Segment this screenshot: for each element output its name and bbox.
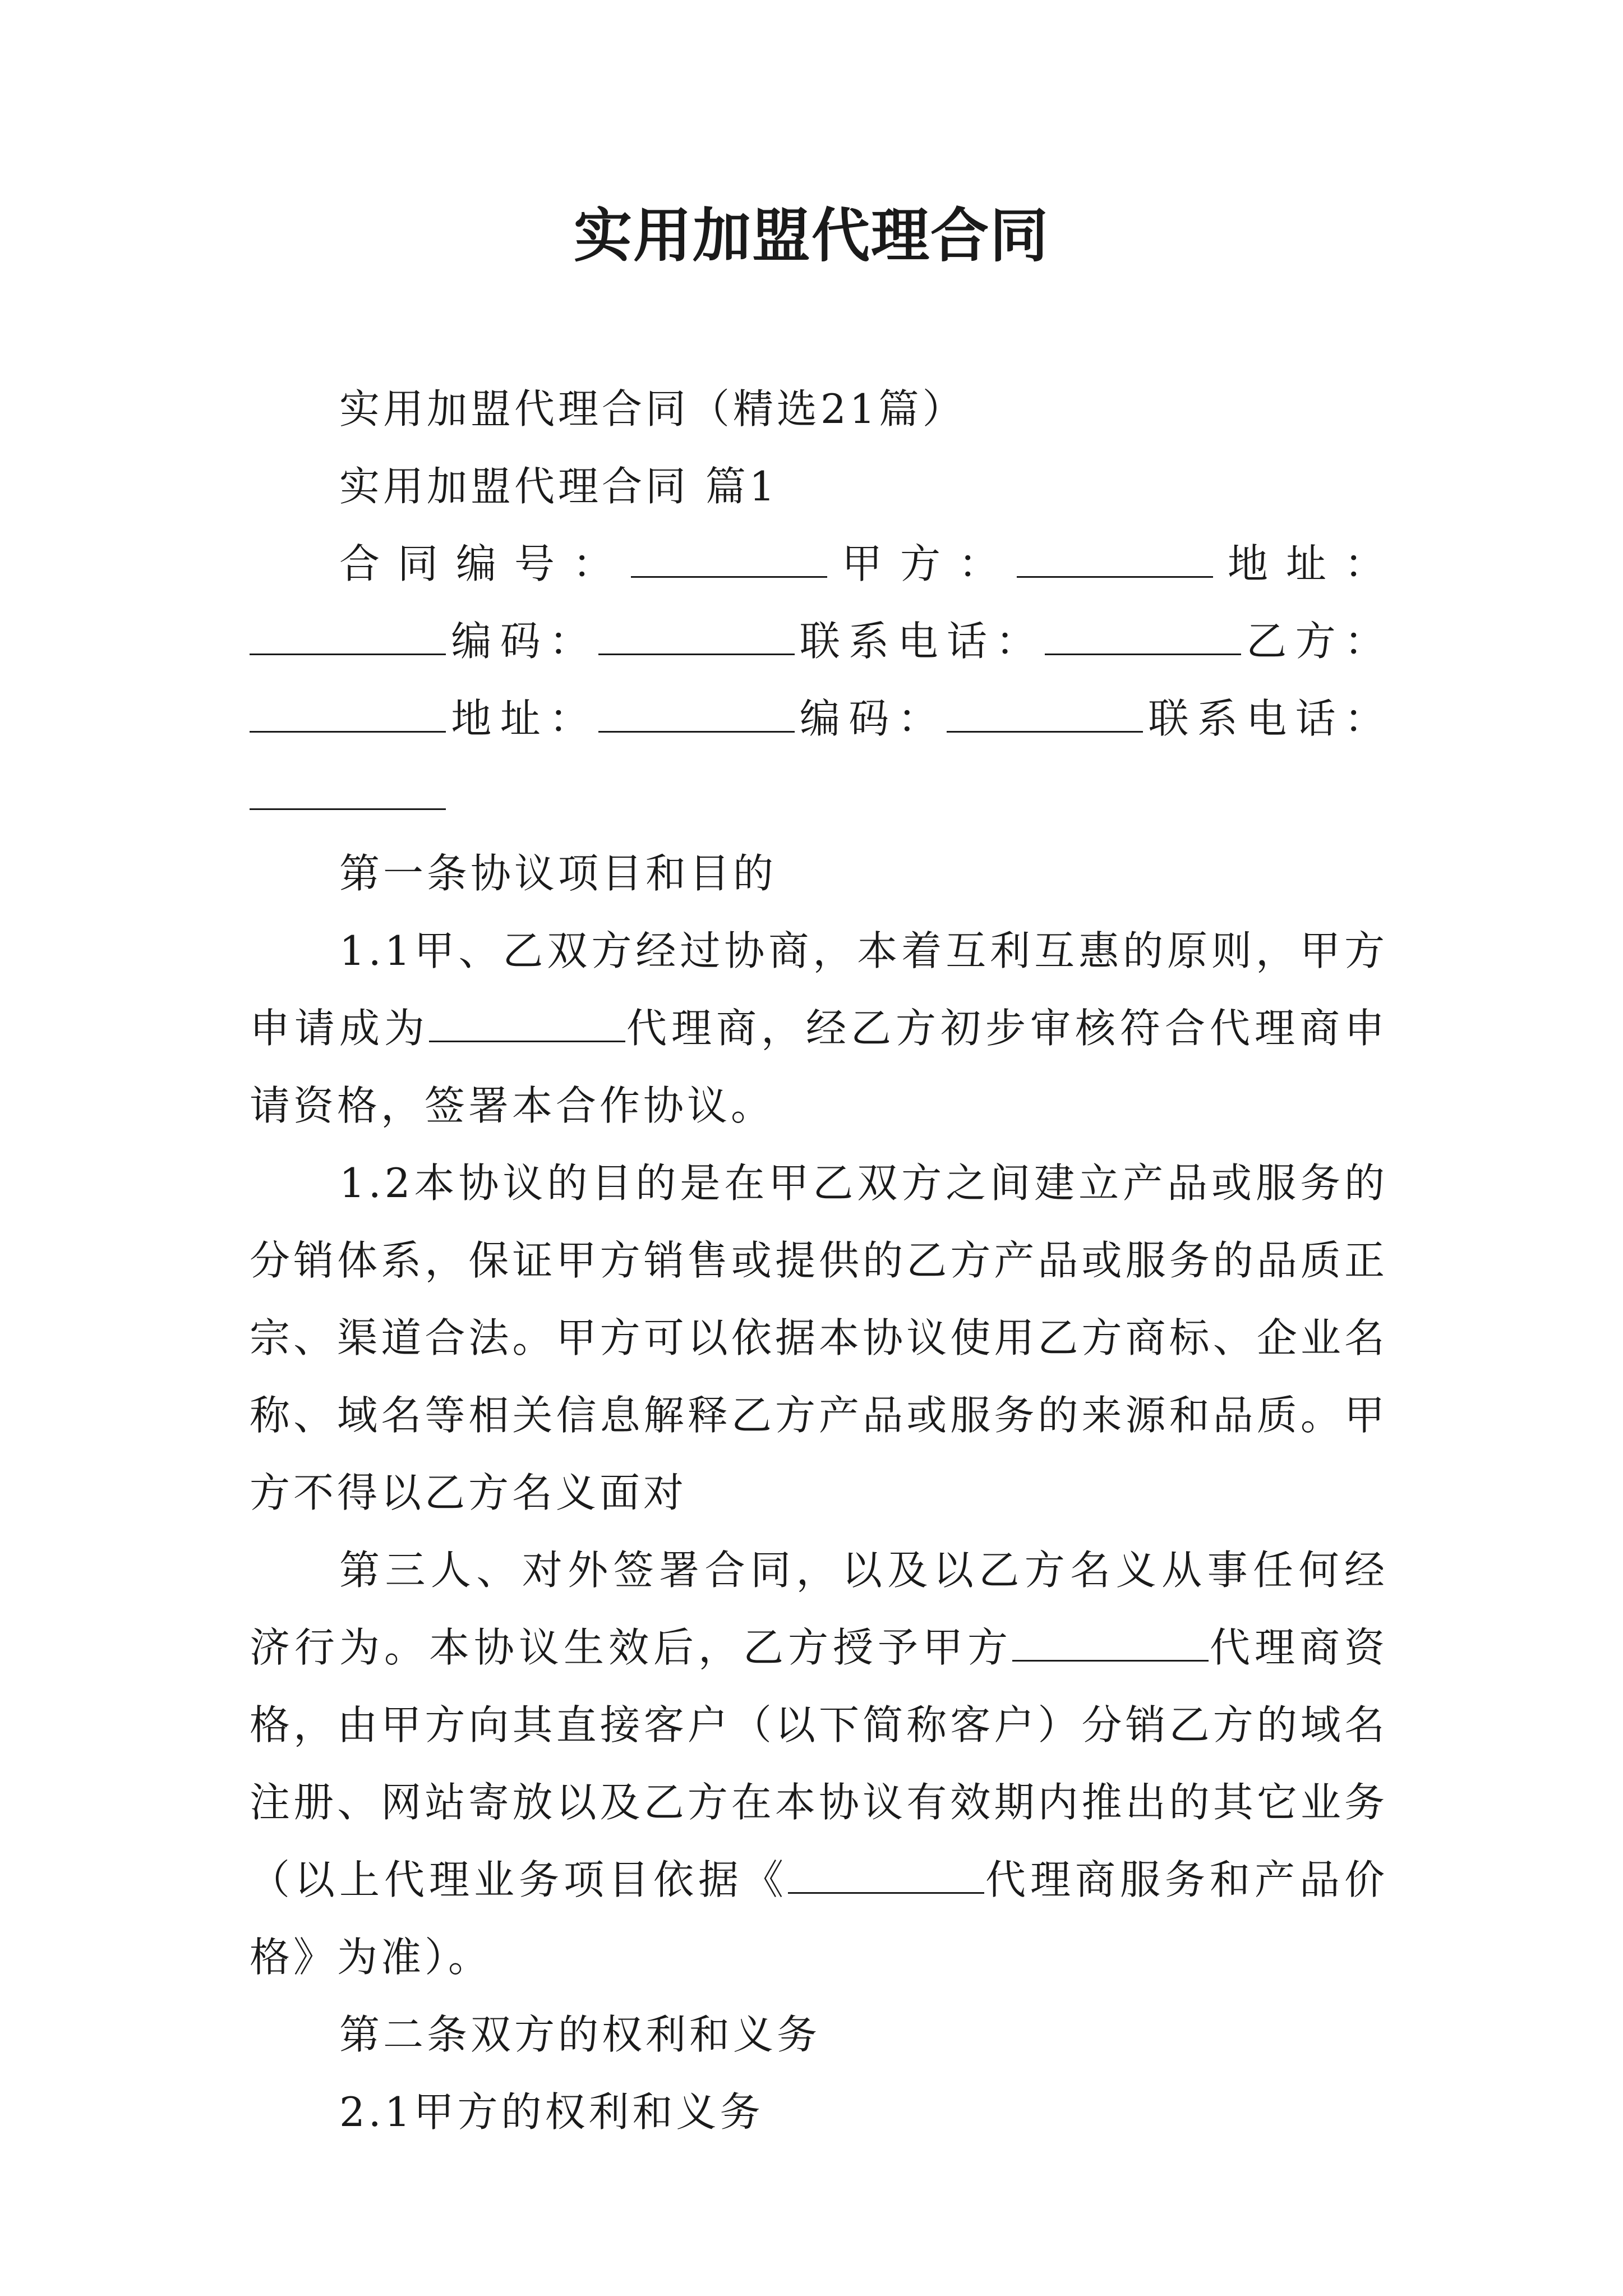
party-a-postcode-blank bbox=[598, 620, 795, 655]
party-b-blank bbox=[250, 697, 446, 733]
clause-2-1: 2.1甲方的权利和义务 bbox=[339, 2088, 764, 2136]
agent-type-blank bbox=[429, 1007, 625, 1042]
party-a-label: 甲方： bbox=[827, 540, 1017, 587]
party-a-phone-blank bbox=[1045, 620, 1241, 655]
clause-1-1-text-start: 1.1甲、乙双方经过协商，本着互利互惠的原则，甲方申请成为 bbox=[250, 927, 1388, 1052]
party-a-blank bbox=[1017, 542, 1213, 578]
article-1-heading: 第一条协议项目和目的 bbox=[339, 850, 777, 897]
document-subtitle: 实用加盟代理合同（精选21篇） bbox=[339, 385, 966, 432]
document-body bbox=[250, 370, 1388, 2151]
section-heading: 实用加盟代理合同 篇1 bbox=[339, 463, 778, 510]
clause-third-party-text-end: 代理商服务和产品价格》为准）。 bbox=[250, 1856, 1388, 1981]
party-a-address-blank bbox=[250, 620, 446, 655]
contract-header-fields bbox=[250, 525, 1388, 835]
clause-third-party bbox=[250, 1531, 1388, 1996]
clause-third-party-text-middle: 代理商资格，由甲方向其直接客户（以下简称客户）分销乙方的域名注册、网站寄放以及乙方在本协议有效期内推出的其它业务（以上代理业务项目依据《 bbox=[250, 1624, 1388, 1903]
party-b-phone-label: 联系电话： bbox=[1143, 695, 1388, 742]
contract-number-blank bbox=[631, 542, 827, 578]
party-b-address-label: 地址： bbox=[446, 695, 598, 742]
party-a-address-label: 地址： bbox=[1212, 540, 1388, 587]
party-a-postcode-label: 编码： bbox=[446, 618, 598, 665]
contract-number-label: 合同编号： bbox=[339, 540, 631, 587]
party-b-label: 乙方： bbox=[1241, 618, 1388, 665]
party-b-postcode-label: 编码： bbox=[794, 695, 947, 742]
party-b-phone-blank bbox=[250, 775, 446, 810]
clause-1-1-text-end: 代理商，经乙方初步审核符合代理商申请资格，签署本合作协议。 bbox=[250, 1005, 1388, 1129]
clause-third-party-text-start: 第三人、对外签署合同，以及以乙方名义从事任何经济行为。本协议生效后，乙方授予甲方 bbox=[250, 1547, 1388, 1671]
article-2-heading: 第二条双方的权利和义务 bbox=[339, 2011, 821, 2058]
party-a-phone-label: 联系电话： bbox=[794, 618, 1045, 665]
document-title: 实用加盟代理合同 bbox=[573, 201, 1049, 270]
clause-1-2: 1.2本协议的目的是在甲乙双方之间建立产品或服务的分销体系，保证甲方销售或提供的乙方产品或服务的品质正宗、渠道合法。甲方可以依据本协议使用乙方商标、企业名称、域名等相关信息解释乙方产品或服务的来源和品质。甲方不得以乙方名义面对 bbox=[250, 1159, 1388, 1516]
price-list-blank bbox=[788, 1858, 984, 1894]
party-b-postcode-blank bbox=[947, 697, 1143, 733]
clause-1-1 bbox=[250, 912, 1388, 1144]
agent-qualification-blank bbox=[1012, 1626, 1209, 1662]
party-b-address-blank bbox=[598, 697, 795, 733]
